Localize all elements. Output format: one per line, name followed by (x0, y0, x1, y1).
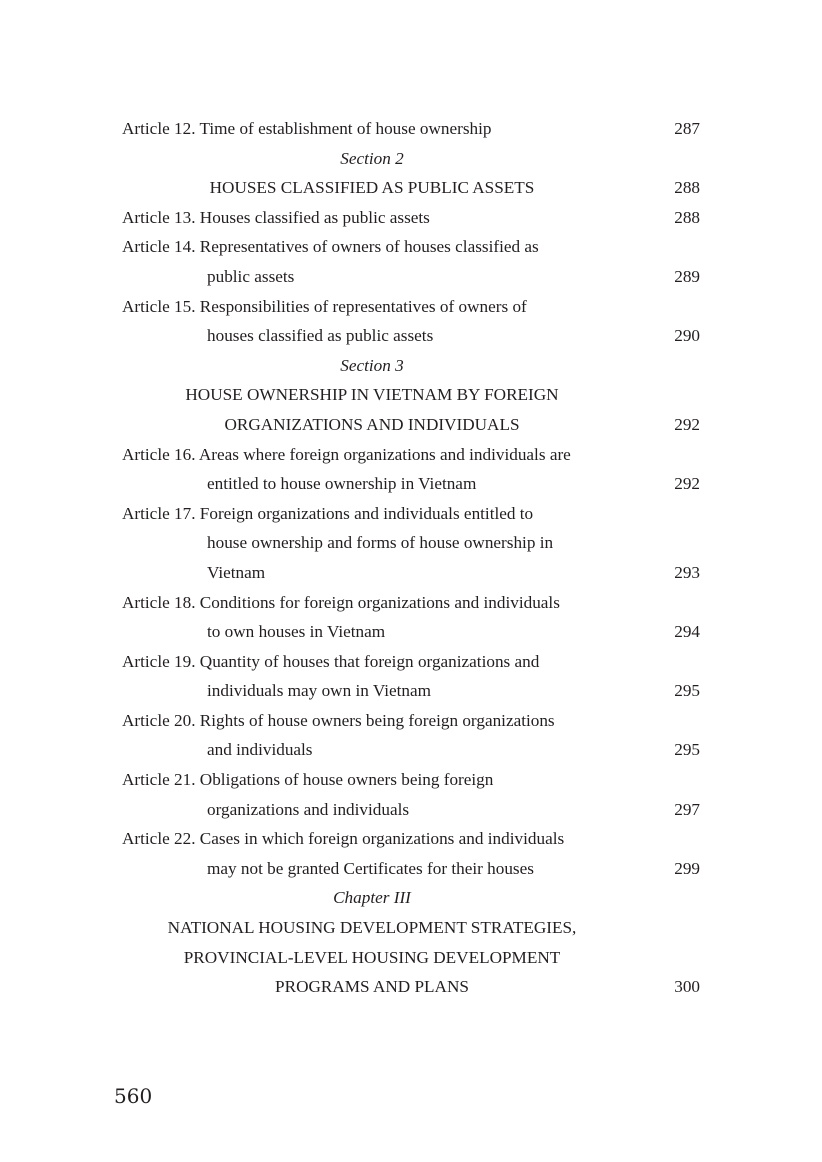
chapter-title-continued: PROGRAMS AND PLANS (275, 977, 469, 997)
toc-page-number: 293 (674, 562, 700, 582)
toc-entry-title: Article 17. Foreign organizations and individuals entitled to (122, 503, 534, 523)
toc-entry-title: Article 21. Obligations of house owners being foreign (122, 770, 494, 790)
toc-entry-article-20[interactable] (122, 706, 700, 736)
toc-entry-title-continued: individuals may own in Vietnam (207, 681, 431, 701)
toc-entry-title: Article 13. Houses classified as public assets (122, 207, 430, 227)
toc-entry-article-14[interactable] (122, 232, 700, 262)
toc-page-number: 288 (674, 178, 700, 198)
toc-entry-article-21-continued[interactable] (122, 795, 700, 825)
toc-page-number: 297 (674, 799, 700, 819)
toc-page-number: 300 (674, 977, 700, 997)
toc-entry-title-continued: may not be granted Certificates for their houses (207, 858, 534, 878)
toc-entry-title-continued: house ownership and forms of house ownership in (207, 533, 554, 553)
toc-entry-article-19[interactable] (122, 647, 700, 677)
toc-page-number: 287 (674, 119, 700, 138)
toc-entry-title: Article 16. Areas where foreign organizations and individuals are (122, 444, 571, 464)
section-label: Section 3 (340, 355, 404, 375)
chapter-title-continued: PROVINCIAL-LEVEL HOUSING DEVELOPMENT (183, 947, 561, 967)
toc-page-number: 290 (674, 326, 700, 346)
toc-entry-article-18[interactable] (122, 588, 700, 618)
toc-entry-title-continued: entitled to house ownership in Vietnam (207, 474, 477, 494)
toc-entry-article-17-continued-2[interactable] (122, 558, 700, 588)
toc-entry-article-17[interactable] (122, 499, 700, 529)
toc-entry-article-18-continued[interactable] (122, 617, 700, 647)
section-title: HOUSES CLASSIFIED AS PUBLIC ASSETS (209, 178, 535, 198)
section-2-label-line (122, 144, 700, 174)
toc-entry-article-22[interactable] (122, 824, 700, 854)
toc-entry-title: Article 22. Cases in which foreign organizations and individuals (122, 829, 565, 849)
toc-entry-title-continued: houses classified as public assets (207, 326, 434, 346)
table-of-contents (122, 114, 700, 1002)
toc-entry-title-continued: and individuals (207, 740, 313, 760)
toc-entry-title: Article 18. Conditions for foreign organizations and individuals (122, 592, 560, 612)
toc-entry-chapter-3-continued[interactable] (122, 943, 700, 973)
toc-entry-section-2[interactable] (122, 173, 700, 203)
toc-entry-article-22-continued[interactable] (122, 854, 700, 884)
section-title: HOUSE OWNERSHIP IN VIETNAM BY FOREIGN (185, 385, 559, 405)
toc-entry-article-19-continued[interactable] (122, 676, 700, 706)
toc-page-number: 292 (674, 414, 700, 434)
toc-entry-title-continued: Vietnam (207, 562, 266, 582)
toc-page-number: 289 (674, 266, 700, 286)
toc-entry-article-16[interactable] (122, 440, 700, 470)
toc-entry-title-continued: public assets (207, 266, 295, 286)
toc-page-number: 294 (674, 622, 700, 642)
toc-entry-article-15-continued[interactable] (122, 321, 700, 351)
section-3-label-line (122, 351, 700, 381)
toc-entry-section-3-continued[interactable] (122, 410, 700, 440)
toc-entry-title: Article 20. Rights of house owners being foreign organizations (122, 710, 555, 730)
toc-entry-article-13[interactable] (122, 203, 700, 233)
toc-entry-title-continued: organizations and individuals (207, 799, 410, 819)
page-number: 560 (114, 1084, 153, 1108)
toc-entry-title: Article 19. Quantity of houses that foreign organizations and (122, 651, 540, 671)
toc-entry-title: Article 12. Time of establishment of house ownership (122, 119, 492, 138)
toc-page-number: 299 (674, 858, 700, 878)
section-label: Section 2 (340, 148, 404, 168)
toc-entry-title: Article 14. Representatives of owners of houses classified as (122, 237, 539, 257)
toc-entry-article-17-continued[interactable] (122, 528, 700, 558)
toc-entry-section-3[interactable] (122, 380, 700, 410)
toc-entry-title-continued: to own houses in Vietnam (207, 622, 386, 642)
toc-page-number: 295 (674, 681, 700, 701)
toc-entry-article-15[interactable] (122, 292, 700, 322)
toc-entry-article-14-continued[interactable] (122, 262, 700, 292)
chapter-title: NATIONAL HOUSING DEVELOPMENT STRATEGIES, (167, 918, 577, 938)
toc-entry-article-21[interactable] (122, 765, 700, 795)
toc-page-number: 295 (674, 740, 700, 760)
section-title-continued: ORGANIZATIONS AND INDIVIDUALS (224, 414, 520, 434)
toc-entry-title: Article 15. Responsibilities of representatives of owners of (122, 296, 527, 316)
chapter-3-label-line (122, 883, 700, 913)
toc-entry-article-12[interactable] (122, 114, 700, 144)
chapter-label: Chapter III (333, 888, 411, 908)
toc-page-number: 292 (674, 474, 700, 494)
toc-entry-article-16-continued[interactable] (122, 469, 700, 499)
toc-entry-chapter-3-continued-2[interactable] (122, 972, 700, 1002)
toc-entry-chapter-3[interactable] (122, 913, 700, 943)
toc-entry-article-20-continued[interactable] (122, 735, 700, 765)
toc-page-number: 288 (674, 207, 700, 227)
